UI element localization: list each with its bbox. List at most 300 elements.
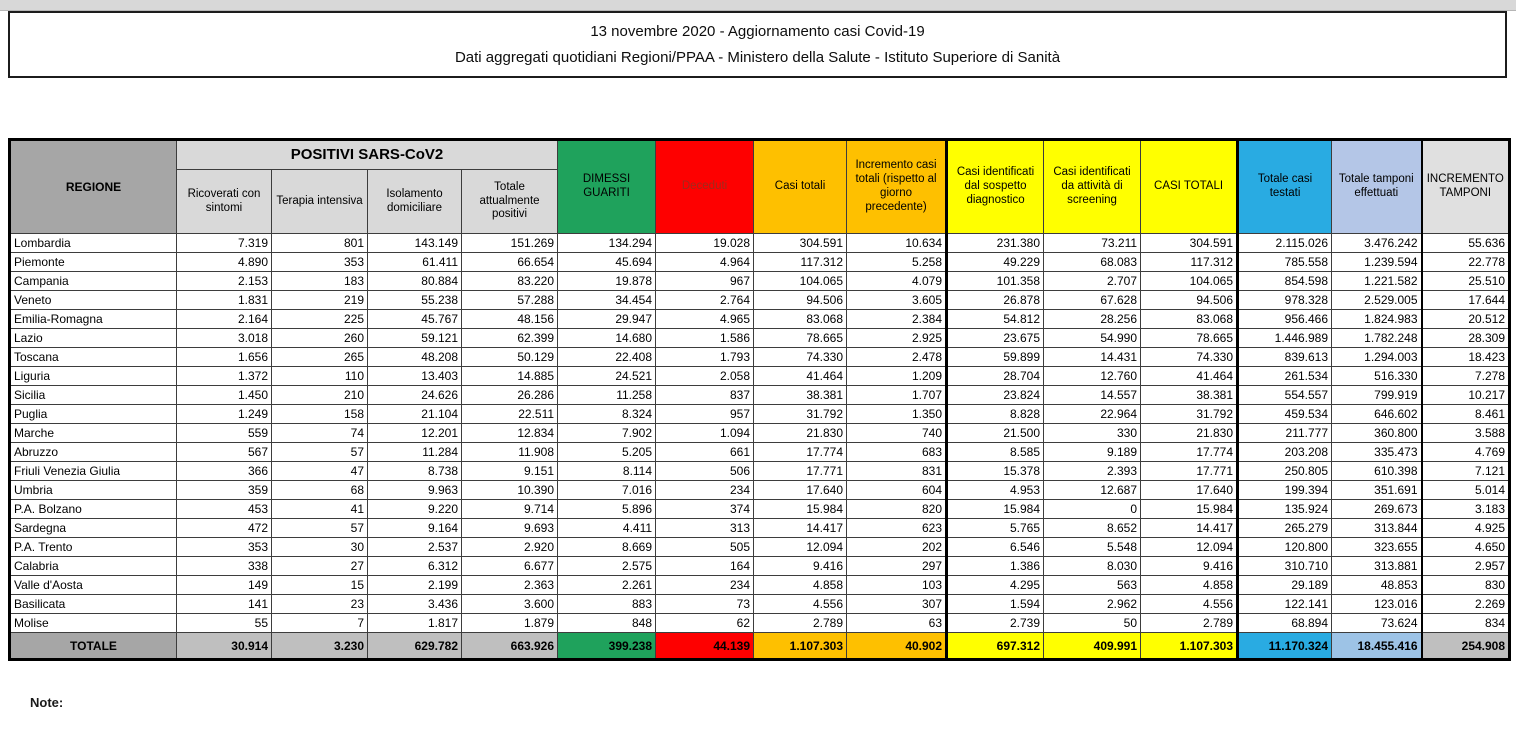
header-row-group bbox=[10, 140, 1510, 170]
value-cell: 313 bbox=[656, 519, 754, 538]
value-cell: 14.557 bbox=[1044, 386, 1141, 405]
value-cell: 234 bbox=[656, 576, 754, 595]
value-cell: 2.789 bbox=[754, 614, 847, 633]
totale-value-cell: 40.902 bbox=[847, 633, 947, 660]
value-cell: 11.284 bbox=[368, 443, 462, 462]
value-cell: 330 bbox=[1044, 424, 1141, 443]
table-row bbox=[10, 405, 1510, 424]
value-cell: 683 bbox=[847, 443, 947, 462]
value-cell: 55 bbox=[177, 614, 272, 633]
totale-value-cell: 663.926 bbox=[462, 633, 558, 660]
value-cell: 4.858 bbox=[1141, 576, 1238, 595]
value-cell: 73.211 bbox=[1044, 234, 1141, 253]
value-cell: 78.665 bbox=[754, 329, 847, 348]
value-cell: 15.378 bbox=[947, 462, 1044, 481]
value-cell: 7.278 bbox=[1422, 367, 1510, 386]
value-cell: 374 bbox=[656, 500, 754, 519]
value-cell: 506 bbox=[656, 462, 754, 481]
value-cell: 646.602 bbox=[1332, 405, 1422, 424]
value-cell: 5.896 bbox=[558, 500, 656, 519]
value-cell: 297 bbox=[847, 557, 947, 576]
value-cell: 68.894 bbox=[1238, 614, 1332, 633]
value-cell: 1.249 bbox=[177, 405, 272, 424]
value-cell: 110 bbox=[272, 367, 368, 386]
value-cell: 353 bbox=[177, 538, 272, 557]
value-cell: 73 bbox=[656, 595, 754, 614]
value-cell: 41.464 bbox=[754, 367, 847, 386]
region-name: Toscana bbox=[10, 348, 177, 367]
value-cell: 22.511 bbox=[462, 405, 558, 424]
region-name: Friuli Venezia Giulia bbox=[10, 462, 177, 481]
region-name: Veneto bbox=[10, 291, 177, 310]
value-cell: 459.534 bbox=[1238, 405, 1332, 424]
value-cell: 234 bbox=[656, 481, 754, 500]
table-row bbox=[10, 386, 1510, 405]
value-cell: 7.016 bbox=[558, 481, 656, 500]
value-cell: 250.805 bbox=[1238, 462, 1332, 481]
value-cell: 24.521 bbox=[558, 367, 656, 386]
value-cell: 2.789 bbox=[1141, 614, 1238, 633]
column-header-attivita-screening: Casi identificati da attività di screening bbox=[1044, 140, 1141, 234]
value-cell: 54.990 bbox=[1044, 329, 1141, 348]
value-cell: 55.238 bbox=[368, 291, 462, 310]
value-cell: 17.644 bbox=[1422, 291, 1510, 310]
value-cell: 17.774 bbox=[754, 443, 847, 462]
value-cell: 101.358 bbox=[947, 272, 1044, 291]
value-cell: 149 bbox=[177, 576, 272, 595]
value-cell: 740 bbox=[847, 424, 947, 443]
value-cell: 164 bbox=[656, 557, 754, 576]
value-cell: 4.556 bbox=[754, 595, 847, 614]
value-cell: 3.183 bbox=[1422, 500, 1510, 519]
value-cell: 83.068 bbox=[1141, 310, 1238, 329]
value-cell: 41 bbox=[272, 500, 368, 519]
value-cell: 957 bbox=[656, 405, 754, 424]
value-cell: 269.673 bbox=[1332, 500, 1422, 519]
value-cell: 4.650 bbox=[1422, 538, 1510, 557]
value-cell: 2.529.005 bbox=[1332, 291, 1422, 310]
value-cell: 2.962 bbox=[1044, 595, 1141, 614]
region-name: Basilicata bbox=[10, 595, 177, 614]
value-cell: 2.261 bbox=[558, 576, 656, 595]
value-cell: 94.506 bbox=[754, 291, 847, 310]
value-cell: 4.925 bbox=[1422, 519, 1510, 538]
value-cell: 24.626 bbox=[368, 386, 462, 405]
value-cell: 304.591 bbox=[1141, 234, 1238, 253]
value-cell: 4.769 bbox=[1422, 443, 1510, 462]
value-cell: 799.919 bbox=[1332, 386, 1422, 405]
value-cell: 3.605 bbox=[847, 291, 947, 310]
region-name: Marche bbox=[10, 424, 177, 443]
value-cell: 54.812 bbox=[947, 310, 1044, 329]
region-name: Valle d'Aosta bbox=[10, 576, 177, 595]
value-cell: 17.640 bbox=[1141, 481, 1238, 500]
value-cell: 9.189 bbox=[1044, 443, 1141, 462]
value-cell: 74.330 bbox=[1141, 348, 1238, 367]
table-row bbox=[10, 443, 1510, 462]
value-cell: 2.920 bbox=[462, 538, 558, 557]
value-cell: 74.330 bbox=[754, 348, 847, 367]
value-cell: 14.680 bbox=[558, 329, 656, 348]
value-cell: 360.800 bbox=[1332, 424, 1422, 443]
value-cell: 14.417 bbox=[1141, 519, 1238, 538]
value-cell: 12.094 bbox=[754, 538, 847, 557]
value-cell: 47 bbox=[272, 462, 368, 481]
value-cell: 8.669 bbox=[558, 538, 656, 557]
value-cell: 66.654 bbox=[462, 253, 558, 272]
value-cell: 1.586 bbox=[656, 329, 754, 348]
value-cell: 10.217 bbox=[1422, 386, 1510, 405]
value-cell: 8.030 bbox=[1044, 557, 1141, 576]
value-cell: 143.149 bbox=[368, 234, 462, 253]
value-cell: 3.018 bbox=[177, 329, 272, 348]
value-cell: 353 bbox=[272, 253, 368, 272]
table-row bbox=[10, 595, 1510, 614]
value-cell: 23.675 bbox=[947, 329, 1044, 348]
value-cell: 48.853 bbox=[1332, 576, 1422, 595]
column-header-totale-casi-testati: Totale casi testati bbox=[1238, 140, 1332, 234]
value-cell: 820 bbox=[847, 500, 947, 519]
value-cell: 1.879 bbox=[462, 614, 558, 633]
value-cell: 567 bbox=[177, 443, 272, 462]
region-name: Campania bbox=[10, 272, 177, 291]
value-cell: 8.652 bbox=[1044, 519, 1141, 538]
value-cell: 956.466 bbox=[1238, 310, 1332, 329]
totale-label: TOTALE bbox=[10, 633, 177, 660]
value-cell: 1.656 bbox=[177, 348, 272, 367]
value-cell: 19.028 bbox=[656, 234, 754, 253]
value-cell: 117.312 bbox=[1141, 253, 1238, 272]
value-cell: 1.372 bbox=[177, 367, 272, 386]
value-cell: 9.220 bbox=[368, 500, 462, 519]
totale-value-cell: 3.230 bbox=[272, 633, 368, 660]
region-name: Umbria bbox=[10, 481, 177, 500]
table-row bbox=[10, 519, 1510, 538]
region-name: Lombardia bbox=[10, 234, 177, 253]
value-cell: 2.478 bbox=[847, 348, 947, 367]
value-cell: 4.556 bbox=[1141, 595, 1238, 614]
value-cell: 55.636 bbox=[1422, 234, 1510, 253]
value-cell: 29.189 bbox=[1238, 576, 1332, 595]
value-cell: 17.771 bbox=[1141, 462, 1238, 481]
column-header-regione: REGIONE bbox=[10, 140, 177, 234]
value-cell: 13.403 bbox=[368, 367, 462, 386]
value-cell: 158 bbox=[272, 405, 368, 424]
value-cell: 15.984 bbox=[947, 500, 1044, 519]
value-cell: 45.694 bbox=[558, 253, 656, 272]
value-cell: 9.416 bbox=[754, 557, 847, 576]
value-cell: 38.381 bbox=[754, 386, 847, 405]
value-cell: 17.774 bbox=[1141, 443, 1238, 462]
column-header-sospetto-diagnostico: Casi identificati dal sospetto diagnostico bbox=[947, 140, 1044, 234]
value-cell: 28.704 bbox=[947, 367, 1044, 386]
value-cell: 1.209 bbox=[847, 367, 947, 386]
column-group-positivi-sars-cov2: POSITIVI SARS-CoV2 bbox=[177, 140, 558, 170]
totale-value-cell: 629.782 bbox=[368, 633, 462, 660]
value-cell: 15.984 bbox=[754, 500, 847, 519]
value-cell: 21.104 bbox=[368, 405, 462, 424]
value-cell: 183 bbox=[272, 272, 368, 291]
value-cell: 151.269 bbox=[462, 234, 558, 253]
value-cell: 10.634 bbox=[847, 234, 947, 253]
totale-row bbox=[10, 633, 1510, 660]
value-cell: 554.557 bbox=[1238, 386, 1332, 405]
value-cell: 6.546 bbox=[947, 538, 1044, 557]
value-cell: 3.600 bbox=[462, 595, 558, 614]
value-cell: 623 bbox=[847, 519, 947, 538]
value-cell: 7.319 bbox=[177, 234, 272, 253]
value-cell: 11.258 bbox=[558, 386, 656, 405]
value-cell: 2.269 bbox=[1422, 595, 1510, 614]
value-cell: 9.416 bbox=[1141, 557, 1238, 576]
value-cell: 2.537 bbox=[368, 538, 462, 557]
value-cell: 516.330 bbox=[1332, 367, 1422, 386]
table-row bbox=[10, 481, 1510, 500]
value-cell: 7.902 bbox=[558, 424, 656, 443]
value-cell: 8.324 bbox=[558, 405, 656, 424]
value-cell: 225 bbox=[272, 310, 368, 329]
table-row bbox=[10, 538, 1510, 557]
value-cell: 453 bbox=[177, 500, 272, 519]
value-cell: 31.792 bbox=[754, 405, 847, 424]
value-cell: 19.878 bbox=[558, 272, 656, 291]
value-cell: 313.881 bbox=[1332, 557, 1422, 576]
value-cell: 1.446.989 bbox=[1238, 329, 1332, 348]
totale-value-cell: 254.908 bbox=[1422, 633, 1510, 660]
value-cell: 59.899 bbox=[947, 348, 1044, 367]
page-subtitle: Dati aggregati quotidiani Regioni/PPAA - Ministero della Salute - Istituto Superiore di Sanità bbox=[454, 49, 1061, 67]
value-cell: 12.834 bbox=[462, 424, 558, 443]
value-cell: 15 bbox=[272, 576, 368, 595]
column-header-ricoverati: Ricoverati con sintomi bbox=[177, 170, 272, 234]
value-cell: 28.256 bbox=[1044, 310, 1141, 329]
value-cell: 4.964 bbox=[656, 253, 754, 272]
value-cell: 307 bbox=[847, 595, 947, 614]
value-cell: 260 bbox=[272, 329, 368, 348]
value-cell: 2.739 bbox=[947, 614, 1044, 633]
value-cell: 11.908 bbox=[462, 443, 558, 462]
value-cell: 12.201 bbox=[368, 424, 462, 443]
column-header-dimessi-guariti: DIMESSI GUARITI bbox=[558, 140, 656, 234]
column-header-incremento-tamponi: INCREMENTO TAMPONI bbox=[1422, 140, 1510, 234]
value-cell: 848 bbox=[558, 614, 656, 633]
value-cell: 4.965 bbox=[656, 310, 754, 329]
value-cell: 62.399 bbox=[462, 329, 558, 348]
value-cell: 304.591 bbox=[754, 234, 847, 253]
column-header-incremento-casi: Incremento casi totali (rispetto al giorno precedente) bbox=[847, 140, 947, 234]
value-cell: 2.575 bbox=[558, 557, 656, 576]
totale-value-cell: 18.455.416 bbox=[1332, 633, 1422, 660]
table-row bbox=[10, 348, 1510, 367]
value-cell: 2.153 bbox=[177, 272, 272, 291]
value-cell: 8.585 bbox=[947, 443, 1044, 462]
value-cell: 21.830 bbox=[754, 424, 847, 443]
value-cell: 1.707 bbox=[847, 386, 947, 405]
value-cell: 17.771 bbox=[754, 462, 847, 481]
value-cell: 5.258 bbox=[847, 253, 947, 272]
value-cell: 94.506 bbox=[1141, 291, 1238, 310]
value-cell: 83.220 bbox=[462, 272, 558, 291]
value-cell: 9.693 bbox=[462, 519, 558, 538]
value-cell: 2.363 bbox=[462, 576, 558, 595]
value-cell: 261.534 bbox=[1238, 367, 1332, 386]
value-cell: 22.964 bbox=[1044, 405, 1141, 424]
region-name: Emilia-Romagna bbox=[10, 310, 177, 329]
value-cell: 1.831 bbox=[177, 291, 272, 310]
value-cell: 1.294.003 bbox=[1332, 348, 1422, 367]
value-cell: 323.655 bbox=[1332, 538, 1422, 557]
value-cell: 59.121 bbox=[368, 329, 462, 348]
value-cell: 6.677 bbox=[462, 557, 558, 576]
value-cell: 30 bbox=[272, 538, 368, 557]
table-row bbox=[10, 234, 1510, 253]
value-cell: 1.782.248 bbox=[1332, 329, 1422, 348]
table-row bbox=[10, 329, 1510, 348]
table-row bbox=[10, 253, 1510, 272]
value-cell: 2.058 bbox=[656, 367, 754, 386]
value-cell: 104.065 bbox=[754, 272, 847, 291]
value-cell: 31.792 bbox=[1141, 405, 1238, 424]
value-cell: 4.295 bbox=[947, 576, 1044, 595]
value-cell: 1.817 bbox=[368, 614, 462, 633]
value-cell: 27 bbox=[272, 557, 368, 576]
value-cell: 73.624 bbox=[1332, 614, 1422, 633]
value-cell: 50 bbox=[1044, 614, 1141, 633]
value-cell: 1.824.983 bbox=[1332, 310, 1422, 329]
value-cell: 74 bbox=[272, 424, 368, 443]
value-cell: 5.548 bbox=[1044, 538, 1141, 557]
value-cell: 1.239.594 bbox=[1332, 253, 1422, 272]
value-cell: 199.394 bbox=[1238, 481, 1332, 500]
value-cell: 122.141 bbox=[1238, 595, 1332, 614]
value-cell: 559 bbox=[177, 424, 272, 443]
value-cell: 2.384 bbox=[847, 310, 947, 329]
value-cell: 3.476.242 bbox=[1332, 234, 1422, 253]
value-cell: 837 bbox=[656, 386, 754, 405]
totale-value-cell: 44.139 bbox=[656, 633, 754, 660]
value-cell: 61.411 bbox=[368, 253, 462, 272]
value-cell: 14.431 bbox=[1044, 348, 1141, 367]
value-cell: 18.423 bbox=[1422, 348, 1510, 367]
value-cell: 4.858 bbox=[754, 576, 847, 595]
value-cell: 103 bbox=[847, 576, 947, 595]
value-cell: 14.417 bbox=[754, 519, 847, 538]
value-cell: 265 bbox=[272, 348, 368, 367]
region-name: Sardegna bbox=[10, 519, 177, 538]
table-row bbox=[10, 500, 1510, 519]
column-header-totale-tamponi: Totale tamponi effettuati bbox=[1332, 140, 1422, 234]
value-cell: 120.800 bbox=[1238, 538, 1332, 557]
value-cell: 2.925 bbox=[847, 329, 947, 348]
value-cell: 49.229 bbox=[947, 253, 1044, 272]
value-cell: 967 bbox=[656, 272, 754, 291]
region-name: Puglia bbox=[10, 405, 177, 424]
value-cell: 5.765 bbox=[947, 519, 1044, 538]
value-cell: 68 bbox=[272, 481, 368, 500]
value-cell: 854.598 bbox=[1238, 272, 1332, 291]
value-cell: 123.016 bbox=[1332, 595, 1422, 614]
value-cell: 211.777 bbox=[1238, 424, 1332, 443]
covid-data-table bbox=[8, 138, 1511, 661]
value-cell: 4.411 bbox=[558, 519, 656, 538]
value-cell: 8.114 bbox=[558, 462, 656, 481]
value-cell: 1.350 bbox=[847, 405, 947, 424]
value-cell: 9.151 bbox=[462, 462, 558, 481]
region-name: Sicilia bbox=[10, 386, 177, 405]
value-cell: 610.398 bbox=[1332, 462, 1422, 481]
value-cell: 1.386 bbox=[947, 557, 1044, 576]
value-cell: 2.707 bbox=[1044, 272, 1141, 291]
value-cell: 219 bbox=[272, 291, 368, 310]
value-cell: 22.408 bbox=[558, 348, 656, 367]
table-row bbox=[10, 424, 1510, 443]
value-cell: 3.588 bbox=[1422, 424, 1510, 443]
table-row bbox=[10, 272, 1510, 291]
value-cell: 366 bbox=[177, 462, 272, 481]
region-name: Molise bbox=[10, 614, 177, 633]
table-row bbox=[10, 576, 1510, 595]
value-cell: 1.221.582 bbox=[1332, 272, 1422, 291]
value-cell: 2.115.026 bbox=[1238, 234, 1332, 253]
value-cell: 834 bbox=[1422, 614, 1510, 633]
title-box bbox=[8, 11, 1507, 78]
region-name: Piemonte bbox=[10, 253, 177, 272]
value-cell: 563 bbox=[1044, 576, 1141, 595]
value-cell: 359 bbox=[177, 481, 272, 500]
totale-value-cell: 1.107.303 bbox=[754, 633, 847, 660]
value-cell: 883 bbox=[558, 595, 656, 614]
value-cell: 203.208 bbox=[1238, 443, 1332, 462]
value-cell: 2.164 bbox=[177, 310, 272, 329]
value-cell: 6.312 bbox=[368, 557, 462, 576]
value-cell: 1.793 bbox=[656, 348, 754, 367]
value-cell: 472 bbox=[177, 519, 272, 538]
value-cell: 335.473 bbox=[1332, 443, 1422, 462]
totale-value-cell: 697.312 bbox=[947, 633, 1044, 660]
value-cell: 48.208 bbox=[368, 348, 462, 367]
table-row bbox=[10, 310, 1510, 329]
value-cell: 9.963 bbox=[368, 481, 462, 500]
value-cell: 1.094 bbox=[656, 424, 754, 443]
value-cell: 4.079 bbox=[847, 272, 947, 291]
value-cell: 15.984 bbox=[1141, 500, 1238, 519]
value-cell: 604 bbox=[847, 481, 947, 500]
value-cell: 117.312 bbox=[754, 253, 847, 272]
value-cell: 801 bbox=[272, 234, 368, 253]
value-cell: 313.844 bbox=[1332, 519, 1422, 538]
totale-value-cell: 1.107.303 bbox=[1141, 633, 1238, 660]
value-cell: 831 bbox=[847, 462, 947, 481]
value-cell: 351.691 bbox=[1332, 481, 1422, 500]
column-header-casi-totali-caps: CASI TOTALI bbox=[1141, 140, 1238, 234]
value-cell: 2.393 bbox=[1044, 462, 1141, 481]
value-cell: 5.014 bbox=[1422, 481, 1510, 500]
value-cell: 23 bbox=[272, 595, 368, 614]
value-cell: 2.957 bbox=[1422, 557, 1510, 576]
value-cell: 202 bbox=[847, 538, 947, 557]
value-cell: 141 bbox=[177, 595, 272, 614]
value-cell: 45.767 bbox=[368, 310, 462, 329]
value-cell: 4.953 bbox=[947, 481, 1044, 500]
value-cell: 12.687 bbox=[1044, 481, 1141, 500]
value-cell: 80.884 bbox=[368, 272, 462, 291]
column-header-casi-totali: Casi totali bbox=[754, 140, 847, 234]
value-cell: 9.714 bbox=[462, 500, 558, 519]
value-cell: 34.454 bbox=[558, 291, 656, 310]
column-header-deceduti: Deceduti bbox=[656, 140, 754, 234]
totale-value-cell: 399.238 bbox=[558, 633, 656, 660]
note-label: Note: bbox=[30, 695, 64, 710]
